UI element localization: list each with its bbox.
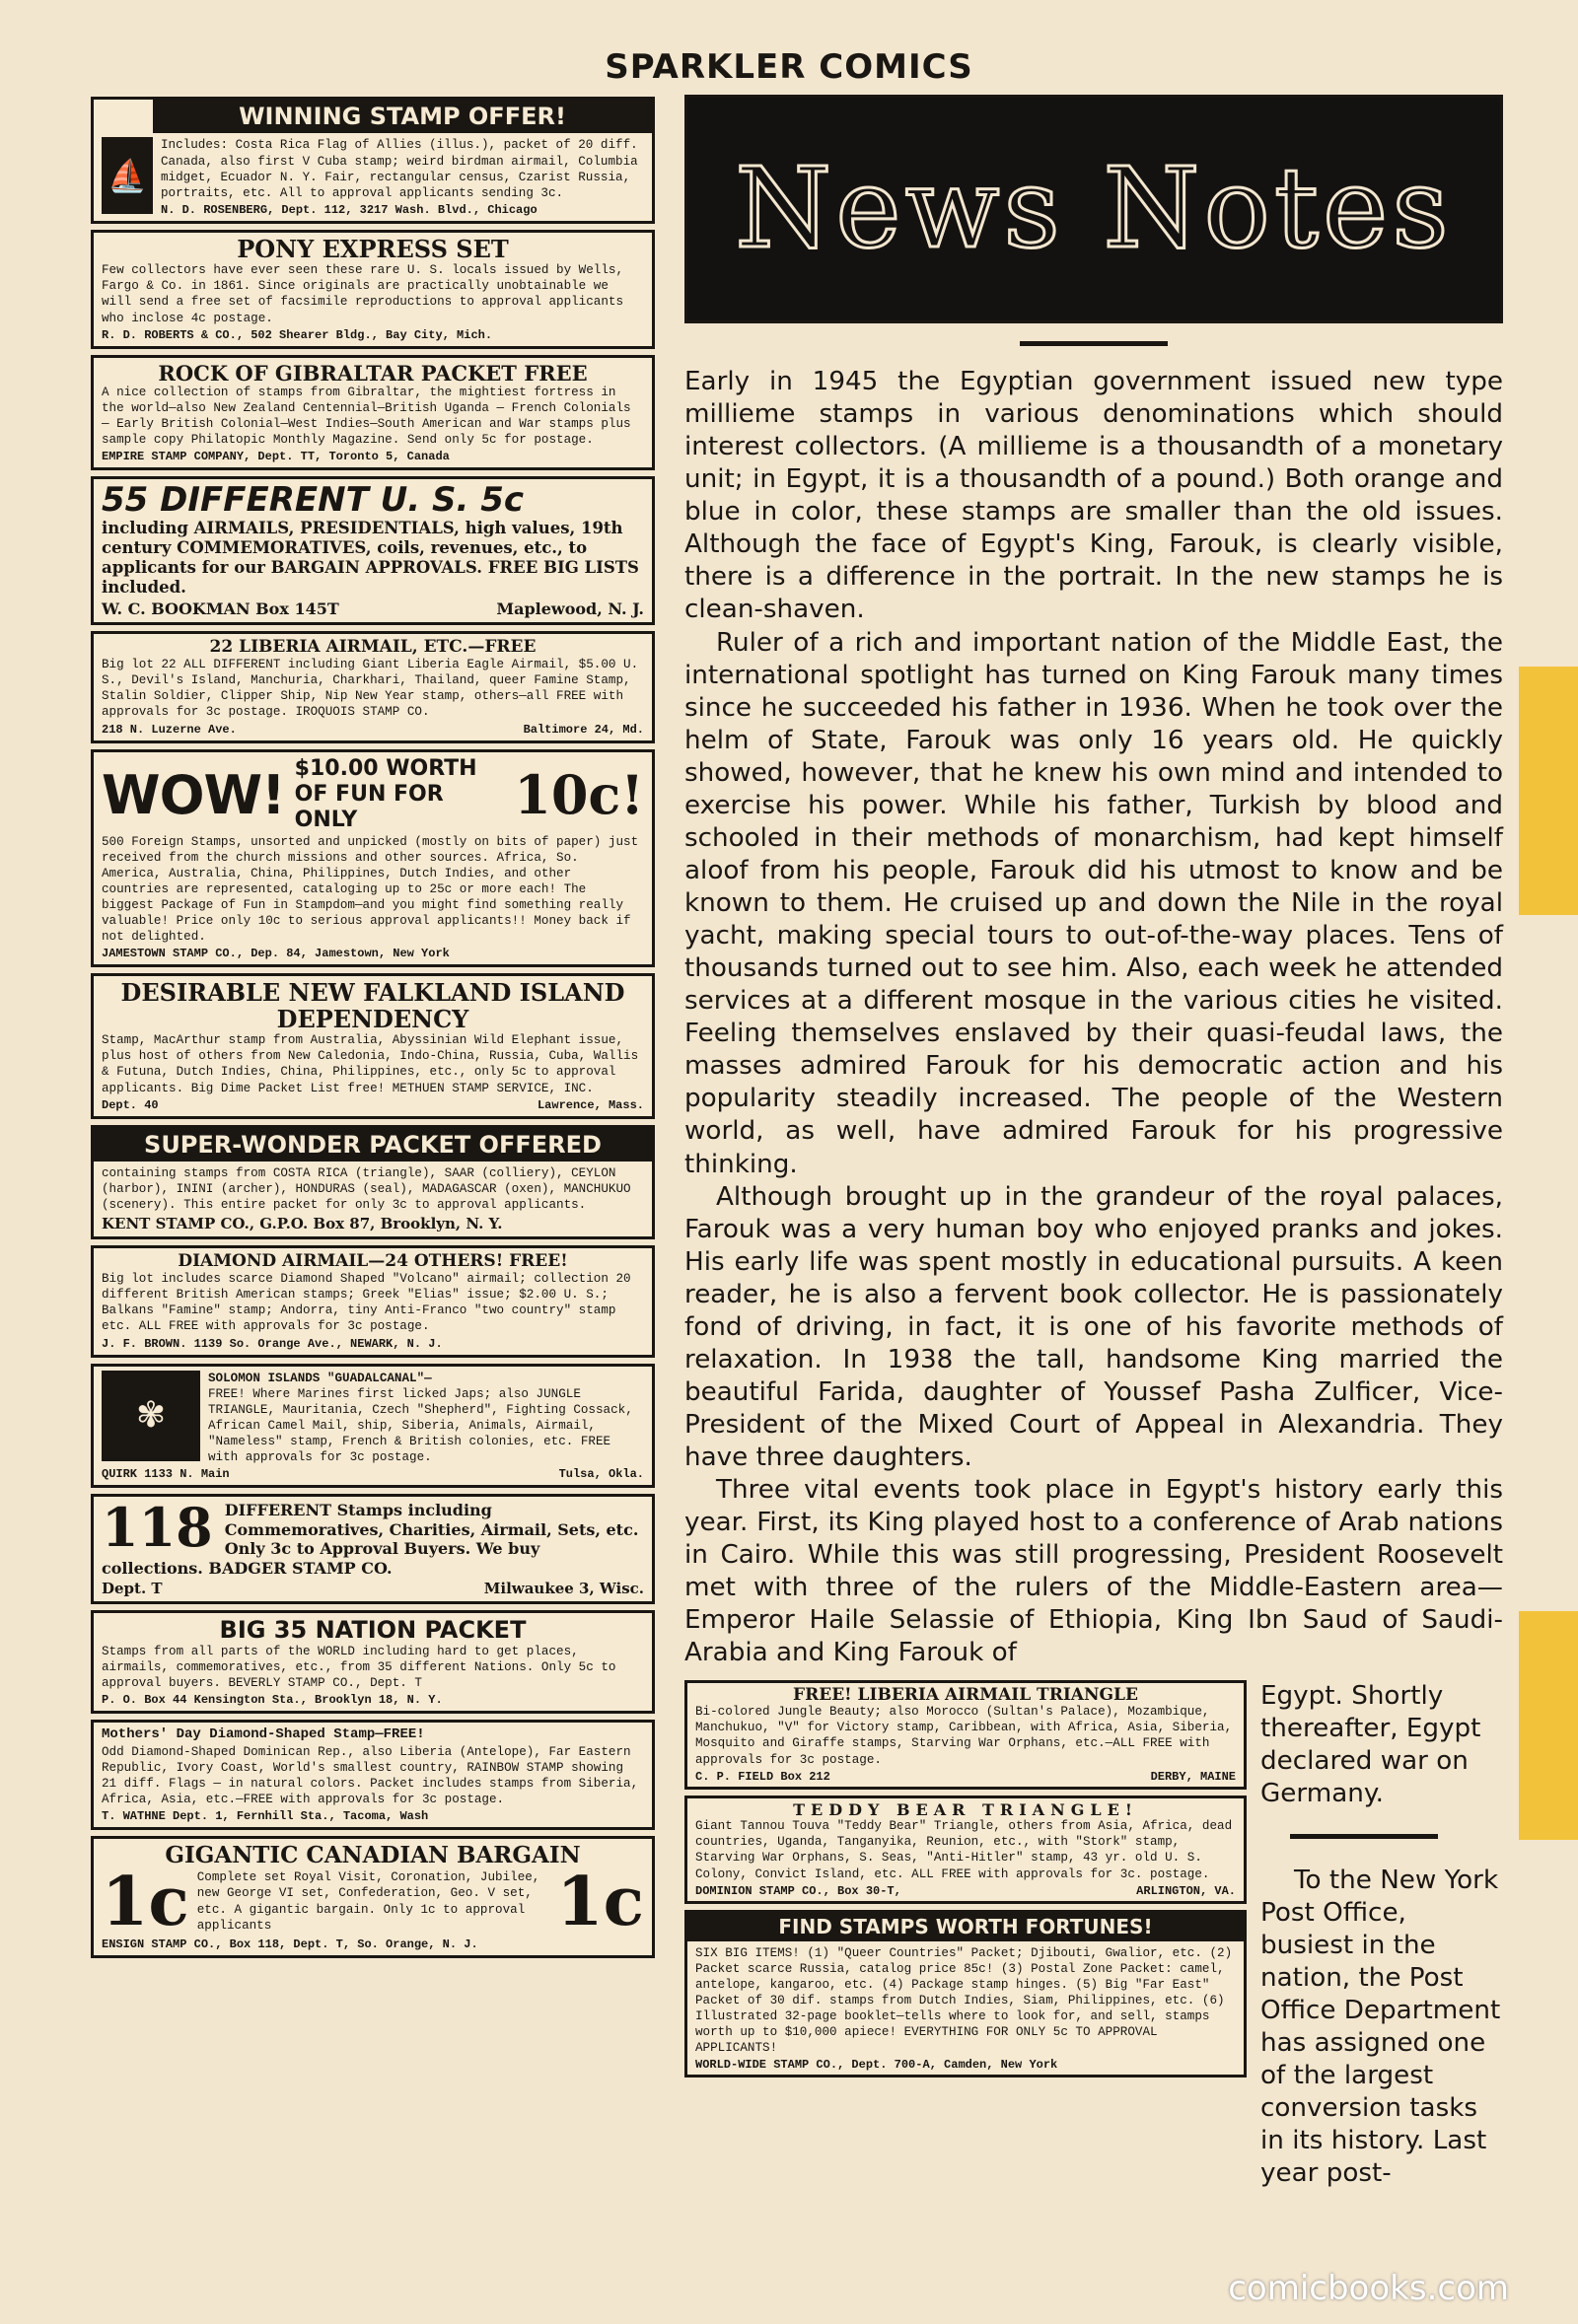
ad-price-right: 1c — [556, 1862, 644, 1941]
ad-title: BIG 35 NATION PACKET — [219, 1616, 527, 1645]
ad-body: Stamp, MacArthur stamp from Australia, Abyssinian Wild Elephant issue, plus host of others from New Caledonia, Indo-China, Russia, Cuba, Wallis & Futuna, Dutch Indies, China, Philippines, etc., only 5c to approval applicants. Big Dime Packet List free! METHUEN STAMP SERVICE, INC. — [102, 1033, 639, 1095]
news-notes-banner — [684, 95, 1503, 323]
ad-title: DESIRABLE NEW FALKLAND ISLAND DEPENDENCY — [120, 978, 625, 1033]
ad-liberia-airmail — [91, 631, 655, 742]
ad-winning-stamp — [91, 97, 655, 224]
ad-address: QUIRK 1133 N. Main — [102, 1467, 230, 1482]
article-continuation: Egypt. Shortly thereafter, Egypt declared war on Germany. — [1260, 1680, 1481, 1808]
ad-address: ENSIGN STAMP CO., Box 118, Dept. T, So. Orange, N. J. — [102, 1937, 478, 1951]
article-paragraph: Three vital events took place in Egypt's history early this year. First, its King played host to a conference of Arab nations in Cairo. While this was still progressing, President Roosevelt met with three of the rulers of the Middle-Eastern area—Emperor Haile Selassie of Ethiopia, King Ibn Saud of Saudi-Arabia and King Farouk of — [684, 1475, 1503, 1668]
ad-address: WORLD-WIDE STAMP CO., Dept. 700-A, Camden, New York — [695, 2058, 1058, 2073]
ad-price-left: 1c — [102, 1862, 189, 1941]
ad-city: Milwaukee 3, Wisc. — [483, 1580, 644, 1598]
ad-mothers-day — [91, 1720, 655, 1830]
ad-wow — [91, 749, 655, 968]
ad-canadian-bargain — [91, 1836, 655, 1957]
ad-body: Odd Diamond-Shaped Dominican Rep., also Liberia (Antelope), Far Eastern Republic, Ivory Coast, World's smallest country, RAINBOW STAMP showing 21 diff. Flags — in natural colors. Packet includes stamps from Siberia, Africa, Asia, etc.—FREE with approvals for 3c postage. — [102, 1744, 639, 1807]
ad-body: 500 Foreign Stamps, unsorted and unpicked (mostly on bits of paper) just received from the church missions and other sources. Africa, So. America, Australia, China, Philippines, Dutch Indies, and other countries are represented, cataloging up to 25c or more each! The biggest Package of Fun in Stampdom—and you might find something really valuable! Price only 10c to serious approval applicants!! Money back if not delighted. — [102, 834, 639, 945]
ad-body: Stamps from all parts of the WORLD including hard to get places, airmails, commemoratives, etc., from 35 different Nations. Only 5c to approval buyers. BEVERLY STAMP CO., Dept. T — [102, 1644, 616, 1690]
ad-title: ROCK OF GIBRALTAR PACKET FREE — [158, 360, 588, 386]
page-header: SPARKLER COMICS — [605, 47, 973, 87]
ad-title: SUPER-WONDER PACKET OFFERED — [94, 1128, 652, 1162]
ad-address: Dept. 40 — [102, 1097, 159, 1112]
article-paragraph: Early in 1945 the Egyptian government issued new type millieme stamps in various denominations which should interest collectors. (A millieme is a thousandth of a monetary unit; in Egypt, it is a thousandth of a pound.) Both orange and blue in color, these stamps are smaller than the old issues. Although the face of Egypt's King, Farouk, is clearly visible, there is a difference in the portrait. In the new stamps he is clean-shaven. — [684, 367, 1503, 625]
ad-teddy-bear — [684, 1796, 1247, 1904]
ad-super-wonder — [91, 1125, 655, 1240]
ad-body: Complete set Royal Visit, Coronation, Jubilee, new George VI set, Confederation, Geo. V set, etc. A gigantic bargain. Only 1c to approval applicants — [196, 1870, 540, 1933]
ad-address: JAMESTOWN STAMP CO., Dep. 84, Jamestown, New York — [102, 947, 450, 961]
ad-title: 22 LIBERIA AIRMAIL, ETC.—FREE — [209, 637, 537, 658]
page-edge-tab-bottom — [1519, 1611, 1578, 1840]
ad-pony-express — [91, 230, 655, 349]
ad-title-price: 10c! — [514, 763, 644, 827]
ad-city: Tulsa, Okla. — [558, 1467, 644, 1482]
ad-gibraltar — [91, 355, 655, 471]
ad-big-35-nation — [91, 1610, 655, 1714]
left-ads-column — [91, 97, 655, 1964]
ad-title: 55 DIFFERENT U. S. 5c — [102, 480, 525, 521]
ad-title: TEDDY BEAR TRIANGLE! — [793, 1799, 1138, 1819]
ad-body: Includes: Costa Rica Flag of Allies (illus.), packet of 20 diff. Canada, also first V Cuba stamp; weird birdman airmail, Columbia midget, Ecuador N. Y. Fair, rectangular census, Czarist Russia, portraits, etc. All to approval applicants sending 3c. — [161, 138, 638, 200]
lower-section — [684, 1680, 1503, 2191]
article — [684, 366, 1503, 1670]
ad-title: 118 — [102, 1496, 213, 1560]
article-continuation: To the New York Post Office, busiest in the nation, the Post Office Department has assigned one of the largest conversion tasks in its history. Last year post- — [1260, 1865, 1501, 2189]
ad-title: FIND STAMPS WORTH FORTUNES! — [687, 1912, 1244, 1941]
article-paragraph: Ruler of a rich and important nation of the Middle East, the international spotlight has turned on King Farouk many times since he succeeded his father in 1936. When he took over the helm of State, Farouk was only 16 years old. He quickly showed, however, that he knew his own mind and intended to exercise his power. While his father, Turkish by blood and schooled in their methods of monarchism, had kept himself aloof from his people, Farouk did his utmost to know and be known to them. He cruised up and down the Nile in the royal yacht, making special tours to out-of-the-way places. Tens of thousands turned out to see him. Also, each week he attended services at a different mosque in the various cities he visited. Feeling themselves enslaved by their quasi-feudal laws, the masses admired Farouk for his democratic action and his popularity steadily increased. The people of the Western world, as well, have admired Farouk for his progressive thinking. — [684, 627, 1503, 1179]
ad-address: Dept. T — [102, 1580, 163, 1598]
ad-118-different — [91, 1494, 655, 1604]
ad-body: SIX BIG ITEMS! (1) "Queer Countries" Packet; Djibouti, Gwalior, etc. (2) Packet scarce Russia, catalog price 85c! (3) Postal Zone Packet: camel, antelope, kangaroo, etc. (4) Package stamp hinges. (5) Big "Far East" Packet of 30 dif. stamps from Dutch Indies, Siam, Philippines, etc. (6) Illustrated 32-page booklet—tells where to look for, and sell, stamps worth up to $10,000 apiece! EVERYTHING FOR ONLY 5c TO APPROVAL APPLICANTS! — [695, 1945, 1233, 2056]
ad-body: Few collectors have ever seen these rare U. S. locals issued by Wells, Fargo & Co. in 1861. Since originals are practically unobtainable we will send a free set of facsimile reproductions to approval applicants who inclose 4c postage. — [102, 263, 624, 325]
right-column — [684, 95, 1503, 2190]
ad-diamond-airmail — [91, 1245, 655, 1357]
ad-falkland — [91, 973, 655, 1118]
lower-ads-column — [684, 1680, 1247, 2191]
ad-address: R. D. ROBERTS & CO., 502 Shearer Bldg., Bay City, Mich. — [102, 327, 493, 342]
ad-address: DOMINION STAMP CO., Box 30-T, — [695, 1883, 901, 1898]
divider — [1290, 1834, 1438, 1839]
ad-address: T. WATHNE Dept. 1, Fernhill Sta., Tacoma, Wash — [102, 1809, 429, 1824]
ad-body: including AIRMAILS, PRESIDENTIALS, high values, 19th century COMMEMORATIVES, coils, revenues, etc., to applicants for our BARGAIN APPROVALS. FREE BIG LISTS included. — [102, 518, 639, 598]
ad-body: Big lot includes scarce Diamond Shaped "Volcano" airmail; collection 20 different British American stamps; Greek "Elias" issue; $2.00 U. S.; Balkans "Famine" stamp; Andorra, tiny Anti-Franco "two country" stamp etc. ALL FREE with approvals for 3c postage. — [102, 1272, 631, 1334]
ad-address: KENT STAMP CO., G.P.O. Box 87, Brooklyn, N. Y. — [102, 1215, 503, 1233]
ad-address: N. D. ROSENBERG, Dept. 112, 3217 Wash. Blvd., Chicago — [161, 202, 538, 217]
ad-address: EMPIRE STAMP COMPANY, Dept. TT, Toronto 5, Canada — [102, 450, 450, 464]
ad-title: FREE! LIBERIA AIRMAIL TRIANGLE — [793, 1684, 1138, 1705]
ad-title-mid: $10.00 WORTH OF FUN FOR ONLY — [294, 755, 477, 833]
lower-text-column — [1260, 1680, 1503, 2191]
ad-address: J. F. BROWN. 1139 So. Orange Ave., NEWARK, N. J. — [102, 1336, 443, 1351]
ad-city: DERBY, MAINE — [1150, 1769, 1236, 1784]
ad-find-stamps — [684, 1910, 1247, 2078]
ad-address: C. P. FIELD Box 212 — [695, 1769, 830, 1784]
ad-address: P. O. Box 44 Kensington Sta., Brooklyn 18, N. Y. — [102, 1692, 443, 1707]
ad-body: Giant Tannou Touva "Teddy Bear" Triangle, others from Asia, Africa, dead countries, Uganda, Tanganyika, Reunion, etc., with "Stork" stamp, Starving War Orphans, S. Seas, "Anti-Hitler" stamp, 43 yr. old U. S. Colony, Convict Island, etc. ALL FREE with approvals for 3c. postage. — [695, 1819, 1233, 1881]
ad-title: Mothers' Day Diamond-Shaped Stamp—FREE! — [102, 1725, 425, 1742]
ad-body: containing stamps from COSTA RICA (triangle), SAAR (colliery), CEYLON (harbor), ININI (archer), HONDURAS (seal), MADAGASCAR (oxen), MANCHUKUO (scenery). This entire packet for only 3c to approval applicants. — [102, 1166, 631, 1213]
ad-title-wow: WOW! — [102, 763, 285, 826]
ad-liberia-triangle — [684, 1680, 1247, 1790]
article-paragraph: Although brought up in the grandeur of the royal palaces, Farouk was a very human boy who enjoyed pranks and jokes. His early life was spent mostly in educational pursuits. A keen reader, he is also a fervent book collector. He is passionately fond of driving, in fact, it is one of his favorite methods of relaxation. In 1938 the tall, handsome King married the beautiful Farida, daughter of Youssef Pasha Zulficer, Vice-President of the Mixed Court of Appeal in Alexandria. They have three daughters. — [684, 1181, 1503, 1473]
ad-body: Big lot 22 ALL DIFFERENT including Giant Liberia Eagle Airmail, $5.00 U. S., Devil's Island, Manchuria, Charkhari, Thailand, queer Famine Stamp, Stalin Soldier, Clipper Ship, Nip New Year stamp, others—all FREE with approvals for 3c postage. IROQUOIS STAMP CO. — [102, 658, 639, 720]
ad-title: DIAMOND AIRMAIL—24 OTHERS! FREE! — [178, 1251, 568, 1272]
ad-title: GIGANTIC CANADIAN BARGAIN — [165, 1842, 581, 1869]
ad-address: 218 N. Luzerne Ave. — [102, 722, 237, 737]
divider — [1020, 341, 1168, 346]
ad-body: A nice collection of stamps from Gibraltar, the mightiest fortress in the world—also New Zealand Centennial—British Uganda — French Colonials — Early British Colonial—West Indies—South American and War stamps plus sample copy Philatopic Monthly Magazine. Send only 5c for postage. — [102, 385, 631, 448]
ad-55-different — [91, 476, 655, 625]
ad-title: PONY EXPRESS SET — [237, 234, 509, 263]
ad-body: DIFFERENT Stamps including Commemoratives, Charities, Airmail, Sets, etc. Only 3c to Approval Buyers. We buy collections. BADGER STAMP CO. — [102, 1501, 639, 1578]
banner-title: News Notes — [735, 145, 1453, 273]
ad-address: W. C. BOOKMAN Box 145T — [102, 599, 339, 619]
ad-title: WINNING STAMP OFFER! — [153, 100, 652, 133]
ad-solomon-islands — [91, 1364, 655, 1489]
page-edge-tab-top — [1519, 667, 1578, 915]
watermark: comicbooks.com — [1228, 2269, 1509, 2308]
ad-city: ARLINGTON, VA. — [1136, 1883, 1236, 1898]
ad-city: Maplewood, N. J. — [496, 599, 644, 619]
ad-city: Baltimore 24, Md. — [523, 722, 644, 737]
ad-title: SOLOMON ISLANDS "GUADALCANAL"— — [208, 1371, 432, 1385]
ship-icon: ⛵ — [102, 137, 153, 214]
ad-city: Lawrence, Mass. — [537, 1097, 644, 1112]
ad-body: Bi-colored Jungle Beauty; also Morocco (Sultan's Palace), Mozambique, Manchukuo, "V" for Victory stamp, Caribbean, with Africa, Asia, Siberia, Mosquito and Giraffe stamps, Starving War Orphans, etc.—ALL FREE with approvals for 3c postage. — [695, 1705, 1233, 1767]
stamp-illustration-icon: ✾ — [102, 1371, 200, 1461]
ad-body: FREE! Where Marines first licked Japs; also JUNGLE TRIANGLE, Mauritania, Czech "Shepherd", Fighting Cossack, African Camel Mail, ship, Siberia, Animals, Airmail, "Nameless" stamp, French & British colonies, etc. FREE with approvals for 3c postage. — [208, 1386, 633, 1465]
